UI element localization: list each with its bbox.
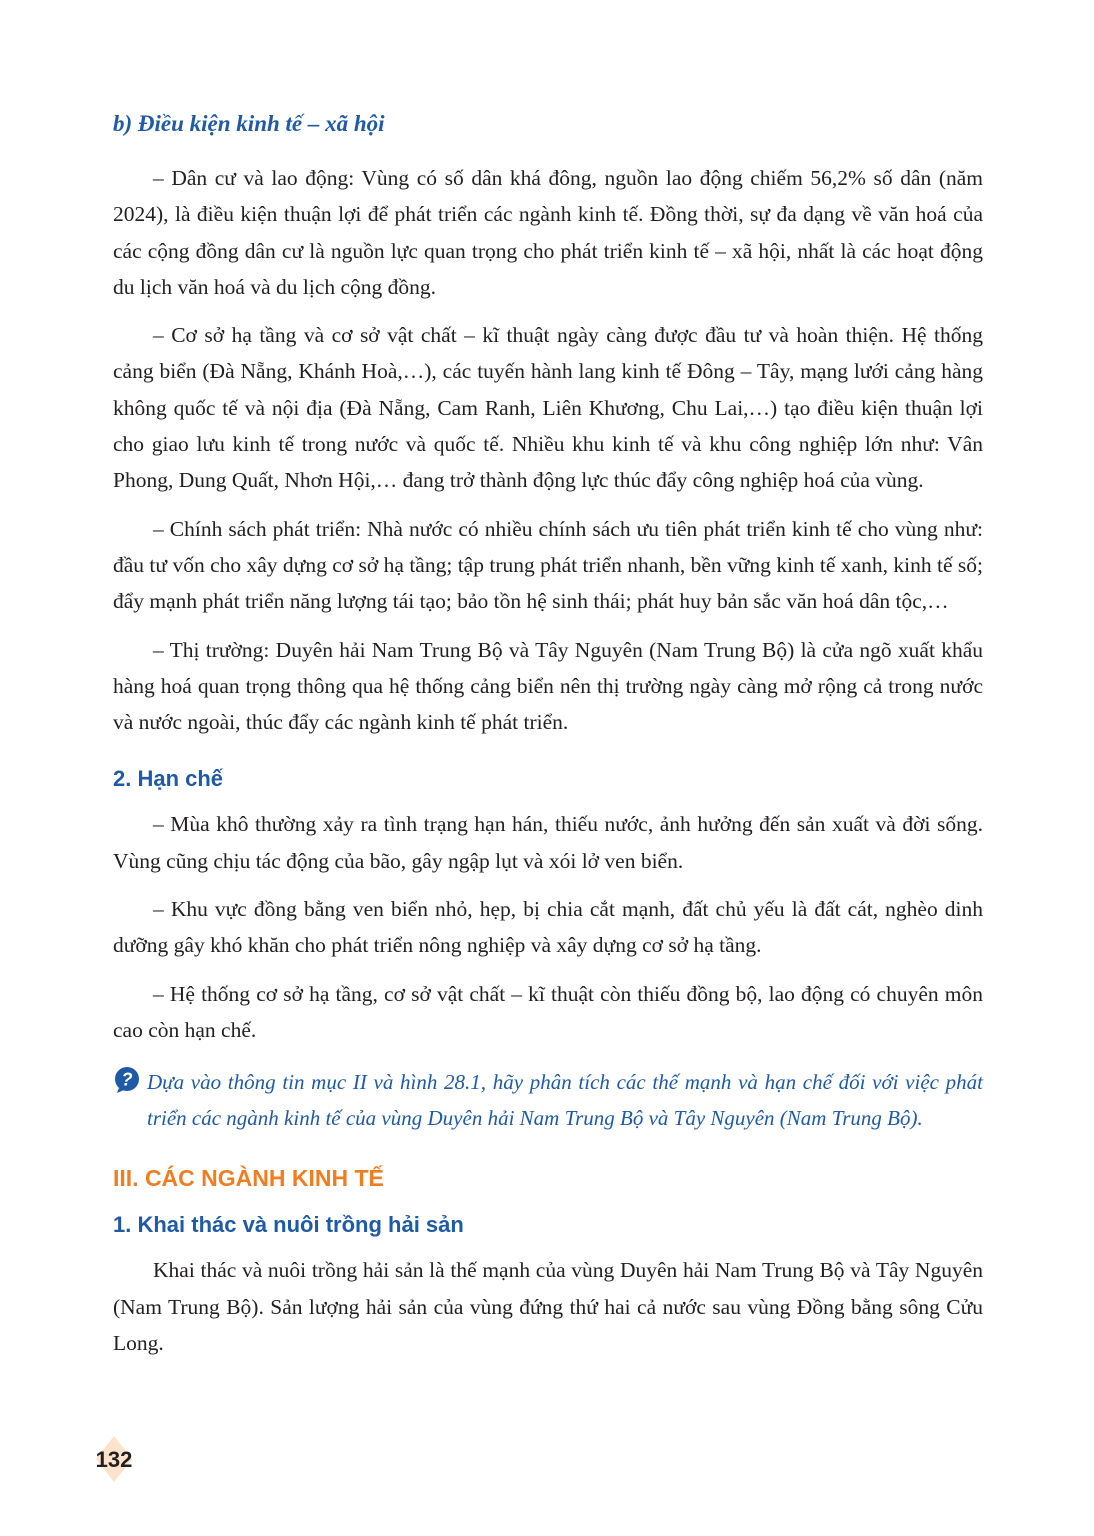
question-text: Dựa vào thông tin mục II và hình 28.1, hãy phân tích các thế mạnh và hạn chế đối với việc phát triển các ngành kinh tế của vùng Duyên hải Nam Trung Bộ và Tây Nguyên (Nam Trung Bộ). [147,1070,983,1131]
paragraph-market: – Thị trường: Duyên hải Nam Trung Bộ và Tây Nguyên (Nam Trung Bộ) là cửa ngõ xuất khẩu hàng hoá quan trọng thông qua hệ thống cảng biển nên thị trường ngày càng mở rộng cả trong nước và nước ngoài, thúc đẩy các ngành kinh tế phát triển. [113,637,983,735]
section-2-heading: 2. Hạn chế [113,766,224,792]
paragraph-drought: – Mùa khô thường xảy ra tình trạng hạn hán, thiếu nước, ảnh hưởng đến sản xuất và đời sống. Vùng cũng chịu tác động của bão, gây ngập lụt và xói lở ven biển. [113,812,983,873]
paragraph-population-labor: – Dân cư và lao động: Vùng có số dân khá đông, nguồn lao động chiếm 56,2% số dân (năm 2024), là điều kiện thuận lợi để phát triển các ngành kinh tế. Đồng thời, sự đa dạng về văn hoá của các cộng đồng dân cư là nguồn lực quan trọng cho phát triển kinh tế – xã hội, nhất là các hoạt động du lịch văn hoá và du lịch cộng đồng. [113,166,983,299]
question-icon [113,1066,141,1094]
paragraph-infrastructure: – Cơ sở hạ tầng và cơ sở vật chất – kĩ thuật ngày càng được đầu tư và hoàn thiện. Hệ thống cảng biển (Đà Nẵng, Khánh Hoà,…), các tuyến hành lang kinh tế Đông – Tây, mạng lưới cảng hàng không quốc tế và nội địa (Đà Nẵng, Cam Ranh, Liên Khương, Chu Lai,…) tạo điều kiện thuận lợi cho giao lưu kinh tế trong nước và quốc tế. Nhiều khu kinh tế và khu công nghiệp lớn như: Vân Phong, Dung Quất, Nhơn Hội,… đang trở thành động lực thúc đẩy công nghiệp hoá của vùng. [113,323,983,493]
section-b-heading: b) Điều kiện kinh tế – xã hội [113,111,385,136]
paragraph-coastal-plain: – Khu vực đồng bằng ven biển nhỏ, hẹp, bị chia cắt mạnh, đất chủ yếu là đất cát, nghèo dinh dưỡng gây khó khăn cho phát triển nông nghiệp và xây dựng cơ sở hạ tầng. [113,897,983,958]
page-content [113,106,983,1373]
section-III-heading: III. CÁC NGÀNH KINH TẾ [113,1165,384,1192]
paragraph-policy: – Chính sách phát triển: Nhà nước có nhiều chính sách ưu tiên phát triển kinh tế cho vùng như: đầu tư vốn cho xây dựng cơ sở hạ tầng; tập trung phát triển nhanh, bền vững kinh tế xanh, kinh tế số; đẩy mạnh phát triển năng lượng tái tạo; bảo tồn hệ sinh thái; phát huy bản sắc văn hoá dân tộc,… [113,516,983,614]
question-box [113,1064,983,1136]
page-number: 132 [95,1447,133,1472]
paragraph-infrastructure-limits: – Hệ thống cơ sở hạ tầng, cơ sở vật chất – kĩ thuật còn thiếu đồng bộ, lao động có chuyên môn cao còn hạn chế. [113,981,983,1042]
svg-text:?: ? [121,1069,133,1090]
page-number-badge [96,1436,132,1482]
section-III-1-heading: 1. Khai thác và nuôi trồng hải sản [113,1212,464,1238]
paragraph-fisheries: Khai thác và nuôi trồng hải sản là thế mạnh của vùng Duyên hải Nam Trung Bộ và Tây Nguyên (Nam Trung Bộ). Sản lượng hải sản của vùng đứng thứ hai cả nước sau vùng Đồng bằng sông Cửu Long. [113,1258,983,1355]
